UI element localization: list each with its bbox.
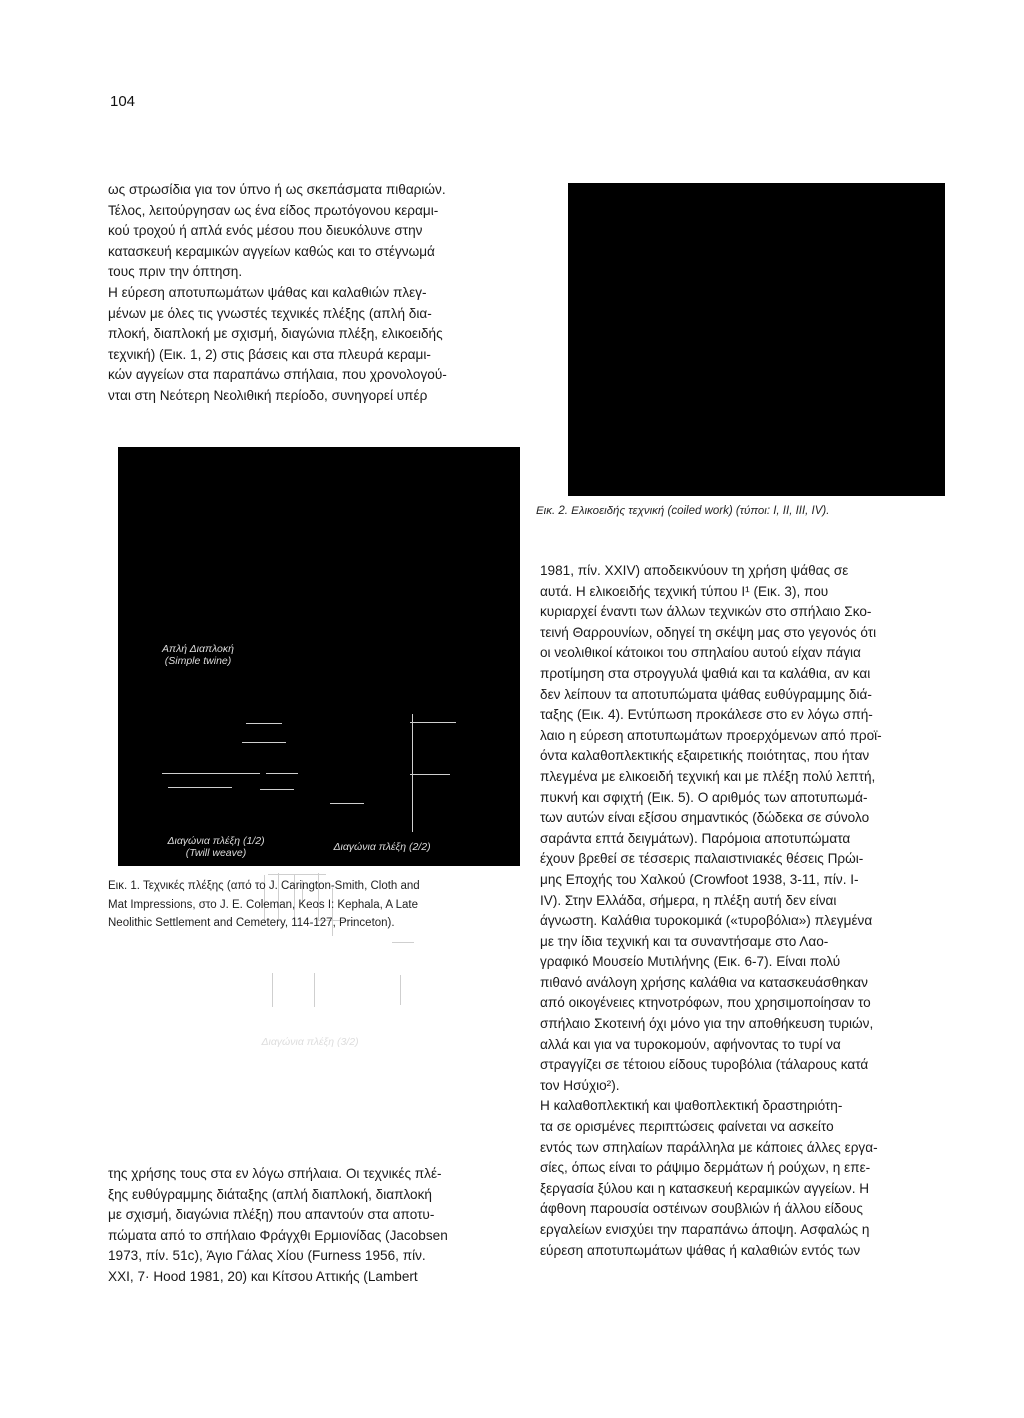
text-line: κού τροχού ή απλά ενός μέσου που διευκόλυνε στην <box>108 223 423 239</box>
text-line: οι νεολιθικοί κάτοικοι του σπηλαίου αυτού είχαν πάγια <box>540 645 861 661</box>
text-line: κυριαρχεί έναντι των άλλων τεχνικών στο σπήλαιο Σκο- <box>540 604 872 620</box>
text-line: κατασκευή κεραμικών αγγείων καθώς και το στέγνωμά <box>108 243 435 259</box>
label-simple-twine-english: (Simple twine) <box>164 655 232 667</box>
text-line: τους πριν την όπτηση. <box>108 264 243 280</box>
weave-line <box>330 803 364 804</box>
caption-line: Εικ. 1. Τεχνικές πλέξης (από το J. Carington-Smith, Cloth and <box>108 880 420 892</box>
text-line: ως στρωσίδια για τον ύπνο ή ως σκεπάσματα πιθαριών. <box>108 182 446 197</box>
text-line: Η καλαθοπλεκτική και ψαθοπλεκτική δραστηριότη- <box>540 1098 843 1114</box>
text-line: δεν λείπουν τα αποτυπώματα ψάθας ευθύγραμμης διά- <box>540 686 872 702</box>
text-line: εργαλείων ενισχύει την παραπάνω άποψη. Ασφαλώς η <box>540 1222 870 1237</box>
text-line: κών αγγείων στα παραπάνω σπήλαια, που χρονολογού- <box>108 367 447 383</box>
text-line: Τέλος, λειτούργησαν ως ένα είδος πρωτόγονου κεραμι- <box>108 202 439 218</box>
left-column-top <box>108 180 520 407</box>
text-line: λαιο η εύρεση αποτυπωμάτων προερχόμενων από προϊ- <box>540 727 882 743</box>
figure-2-caption-label: Εικ. 2. <box>536 505 568 517</box>
text-line: γραφικό Μουσείο Μυτιλήνης (Εικ. 6-7). Είναι πολύ <box>540 954 841 970</box>
figure-1-caption <box>108 877 420 933</box>
weave-line <box>392 942 414 943</box>
text-line: με σχισμή, διαγώνια πλέξη) που απαντούν στα αποτυ- <box>108 1207 435 1223</box>
weave-line <box>260 789 294 790</box>
weave-line <box>168 787 232 788</box>
text-line: τεχνική) (Εικ. 1, 2) στις βάσεις και στα πλευρά κεραμι- <box>108 346 431 362</box>
text-line: μένων με όλες τις γνωστές τεχνικές πλέξης (απλή δια- <box>108 305 432 321</box>
figure-2-caption-text: Ελικοειδής τεχνική (coiled work) (τύποι: I, II, III, IV). <box>571 505 830 517</box>
text-line: σπήλαιο Σκοτεινή όχι μόνο για την αποθήκευση τυριών, <box>540 1016 874 1032</box>
label-simple-twine <box>148 643 248 667</box>
page-number: 104 <box>110 93 136 110</box>
text-line: έχουν βρεθεί σε τέσσερις παλαιστινιακές θέσεις Πρώι- <box>540 851 864 867</box>
text-line: προτίμηση στα στρογγυλά ψαθιά και τα καλάθια, αν και <box>540 665 871 681</box>
text-line: πυκνή και σφιχτή (Εικ. 5). Ο αριθμός των αποτυπωμά- <box>540 789 868 805</box>
text-line: 1981, πίν. XXIV) αποδεικνύουν τη χρήση ψάθας σε <box>540 563 849 578</box>
text-line: IV). Στην Ελλάδα, σήμερα, η πλέξη αυτή δεν είναι <box>540 892 837 908</box>
label-simple-twine-greek: Απλή Διαπλοκή <box>162 643 234 655</box>
weave-line <box>242 742 286 743</box>
weave-line <box>410 774 450 775</box>
text-line: από οικογένειες κτηνοτρόφων, που χρησιμοποίησαν το <box>540 995 871 1011</box>
text-line: τεινή Θαρρουνίων, οδηγεί τη σκέψη μας στο γεγονός ότι <box>540 624 877 640</box>
text-line: πιθανό ανάλογη χρήσης καλάθια να κατασκευάσθηκαν <box>540 974 868 990</box>
text-line: ξεργασία ξύλου και η κατασκευή κεραμικών αγγείων. Η <box>540 1180 870 1196</box>
text-line: πλεγμένα με ελικοειδή τεχνική και με πλέξη πολύ λεπτή, <box>540 768 876 784</box>
text-line: αλλά και για να τυροκομούν, αφήνοντας το τυρί να <box>540 1036 841 1052</box>
weave-line <box>272 973 273 1007</box>
text-line: των αυτών είναι εξίσου σημαντικός (δώδεκα σε σύνολο <box>540 810 870 826</box>
text-line: άφθονη παρουσία οστέινων σουβλιών ή άλλου είδους <box>540 1201 863 1217</box>
text-line: άγνωστη. Καλάθια τυροκομικά («τυροβόλια») πλεγμένα <box>540 913 873 929</box>
text-line: τον Ησύχιο²). <box>540 1077 620 1093</box>
text-line: μης Εποχής του Χαλκού (Crowfoot 1938, 3-11, πίν. I- <box>540 871 859 887</box>
text-line: πώματα από το σπήλαιο Φράγχθι Ερμιονίδας (Jacobsen <box>108 1227 448 1243</box>
text-line: ταξης (Εικ. 4). Εντύπωση προκάλεσε στο εν λόγω σπή- <box>540 707 873 723</box>
text-line: 1973, πίν. 51c), Άγιο Γάλας Χίου (Furness 1956, πίν. <box>108 1248 426 1264</box>
label-twill-3-2: Διαγώνια πλέξη (3/2) <box>261 1036 359 1048</box>
text-line: με την ίδια τεχνική και τα συναντήσαμε στο Λαο- <box>540 933 829 949</box>
weave-line <box>410 722 456 723</box>
weave-line <box>314 973 315 1007</box>
caption-line: Mat Impressions, στο J. E. Coleman, Keos I: Kephala, A Late <box>108 898 418 911</box>
weave-line <box>400 975 401 1005</box>
label-twill-1-2-english: (Twill weave) <box>185 847 247 859</box>
right-column <box>540 561 952 1261</box>
figure-2-photo <box>568 183 945 496</box>
text-line: εντός των σπηλαίων παράλληλα με κάποιες άλλες εργα- <box>540 1139 878 1155</box>
text-line: της χρήσης τους στα εν λόγω σπήλαια. Οι τεχνικές πλέ- <box>108 1166 442 1181</box>
weave-line <box>412 714 413 832</box>
text-line: αυτά. Η ελικοειδής τεχνική τύπου I¹ (Εικ. 3), που <box>540 583 829 599</box>
weave-line <box>266 773 298 774</box>
text-line: Η εύρεση αποτυπωμάτων ψάθας και καλαθιών πλεγ- <box>108 284 427 300</box>
label-twill-1-2-greek: Διαγώνια πλέξη (1/2) <box>167 835 265 847</box>
text-line: νται στη Νεότερη Νεολιθική περίοδο, συνηγορεί υπέρ <box>108 387 428 403</box>
left-column-bottom <box>108 1164 520 1288</box>
text-line: πλοκή, διαπλοκή με σχισμή, διαγώνια πλέξη, ελικοειδής <box>108 326 443 342</box>
weave-line <box>162 773 260 774</box>
text-line: όντα καλαθοπλεκτικής εξαιρετικής ποιότητας, που ήταν <box>540 748 870 764</box>
text-line: στραγγίζει σε τέτοιου είδους τυροβόλια (τάλαρους κατά <box>540 1057 869 1073</box>
label-twill-1-2 <box>166 835 266 859</box>
label-twill-2-2: Διαγώνια πλέξη (2/2) <box>333 841 431 853</box>
text-line: σαράντα επτά δειγμάτων). Παρόμοια αποτυπώματα <box>540 830 851 846</box>
text-line: τα σε ορισμένες περιπτώσεις φαίνεται να ασκείτο <box>540 1119 834 1135</box>
weave-line <box>246 723 282 724</box>
text-line: σίες, όπως είναι το ράψιμο δερμάτων ή ρούχων, η επε- <box>540 1160 871 1176</box>
text-line: εύρεση αποτυπωμάτων ψάθας ή καλαθιών εντός των <box>540 1242 861 1258</box>
figure-2-caption <box>536 505 829 517</box>
text-line: XXI, 7· Hood 1981, 20) και Κίτσου Αττικής (Lambert <box>108 1268 418 1284</box>
caption-line: Neolithic Settlement and Cemetery, 114-127, Princeton). <box>108 917 395 929</box>
text-line: ξης ευθύγραμμης διάταξης (απλή διαπλοκή, διαπλοκή <box>108 1186 432 1202</box>
